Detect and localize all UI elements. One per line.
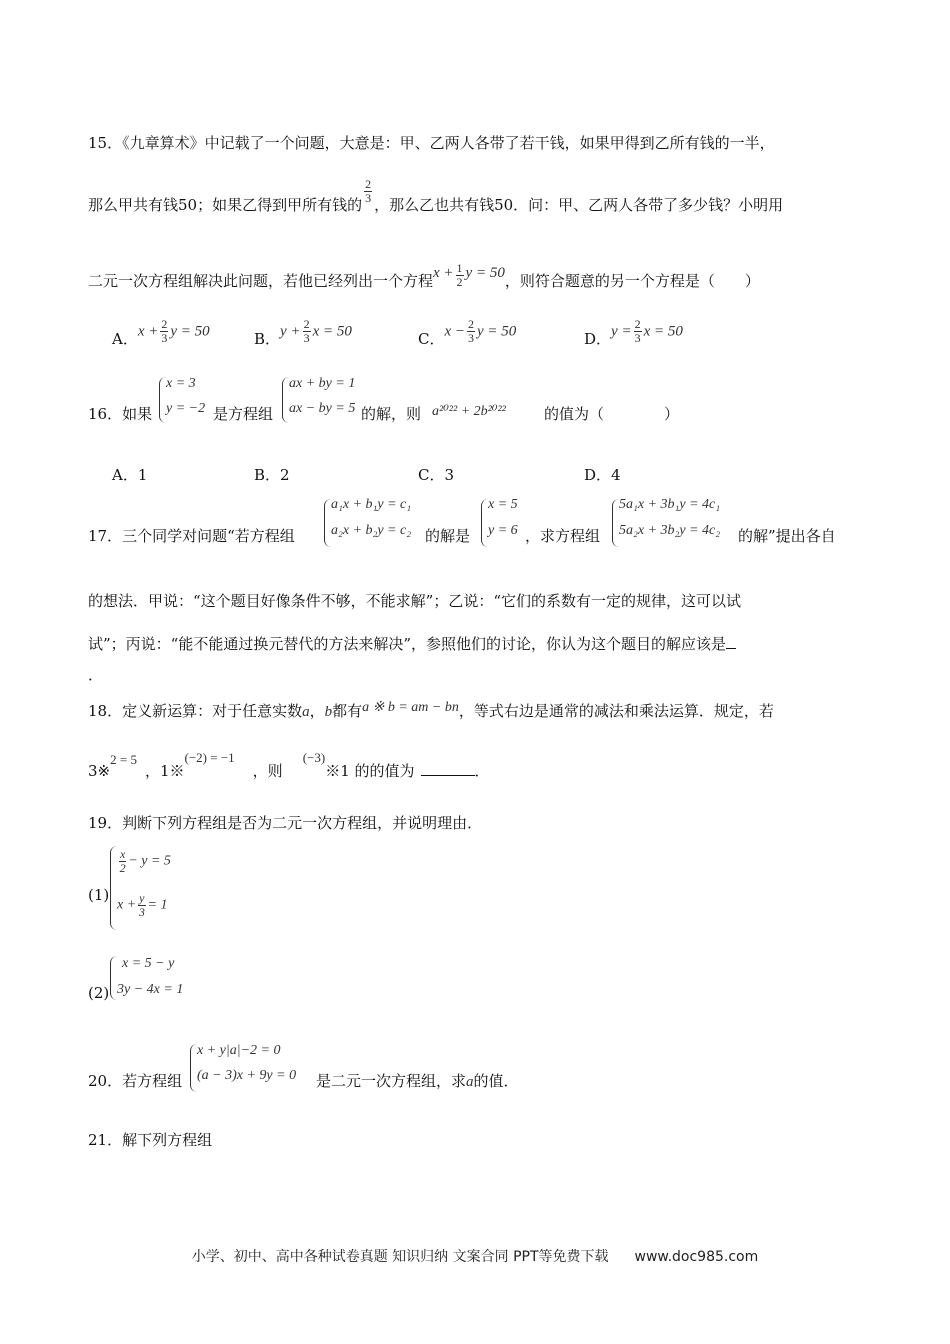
q15-eq-fraction: $\frac{1}{2}$: [456, 261, 463, 289]
q15-option-a[interactable]: A．x + $\frac{2}{3}$ y = 50: [112, 317, 210, 348]
q17-sys1-eq1: a₁x + b₁y = c₁: [331, 497, 412, 512]
q17-mid2: ，求方程组: [525, 527, 601, 545]
q19-part1-eq2: x + $\frac{y}{3}$ = 1: [117, 891, 168, 919]
q17-system2-brace: [612, 499, 619, 547]
q18-line1: 18．定义新运算：对于任意实数a，b都有a ※ b = am − bn，等式右边是通常的减法和乘法运算．规定，若: [88, 700, 774, 720]
q16-suffix1: 的解，则: [361, 405, 422, 423]
q17-answer-blank[interactable]: [726, 648, 736, 649]
q17-suffix: 的解”提出各自: [738, 527, 836, 545]
q16-option-c[interactable]: C．3: [418, 466, 455, 484]
q16-sys-eq2: ax − by = 5: [289, 401, 356, 416]
q16-mid: 是方程组: [213, 405, 274, 423]
q19-part2-eq1: x = 5 − y: [122, 956, 175, 971]
q15-line2: 那么甲共有钱50；如果乙得到甲所有钱的 $\frac{2}{3}$ ，那么乙也共有钱50．问：甲、乙两人各带了多少钱？小明用: [88, 177, 784, 214]
q17-line2: 的想法．甲说：“这个题目好像条件不够，不能求解”；乙说：“它们的系数有一定的规律，这可以试: [88, 592, 742, 610]
q15-line1: 15．《九章算术》中记载了一个问题，大意是：甲、乙两人各带了若干钱，如果甲得到乙所有钱的一半，: [88, 134, 775, 152]
q17-prefix: 17．三个同学对问题“若方程组: [88, 527, 295, 545]
q17-system1-brace: [324, 499, 331, 547]
q15-fraction: $\frac{2}{3}$: [365, 177, 372, 205]
q16-solution-brace: [159, 377, 166, 423]
q20-eq1: x + y|a|−2 = 0: [197, 1043, 281, 1058]
q17-sol-x: x = 5: [488, 497, 518, 512]
q15-option-b[interactable]: B．y + $\frac{2}{3}$ x = 50: [254, 317, 352, 348]
q16-system-brace: [282, 377, 289, 423]
q15-option-d[interactable]: D．y = $\frac{2}{3}$ x = 50: [584, 317, 683, 348]
q20-eq2: (a − 3)x + 9y = 0: [197, 1068, 297, 1083]
q17-mid1: 的解是: [425, 527, 471, 545]
q16-expression: a²⁰²² + 2b²⁰²²: [432, 404, 506, 419]
q17-sol-y: y = 6: [488, 523, 518, 538]
q19-part2-eq2: 3y − 4x = 1: [117, 982, 184, 997]
q21-title: 21．解下列方程组: [88, 1131, 213, 1149]
q16-sol-y: y = −2: [166, 401, 206, 416]
q17-sys2-eq2: 5a₂x + 3b₂y = 4c₂: [619, 523, 721, 538]
q17-sys1-eq2: a₂x + b₂y = c₂: [331, 523, 412, 538]
q16-prefix: 16．如果: [88, 405, 153, 423]
footer-site-link[interactable]: www.doc985.com: [634, 1249, 759, 1265]
q18-line2: 3※2 = 5，1※(−2) = −1，则(−3)※1 的的值为 ．: [88, 750, 490, 780]
q16-option-d[interactable]: D．4: [584, 466, 621, 484]
q19-part1-label: (1): [88, 886, 110, 904]
q19-part2-label: (2): [88, 984, 110, 1002]
q17-sys2-eq1: 5a₁x + 3b₁y = 4c₁: [619, 497, 721, 512]
q15-line3: 二元一次方程组解决此问题，若他已经列出一个方程x + $\frac{1}{2}$ y = 50，则符合题意的另一个方程是（ ）: [88, 261, 760, 290]
q15-option-c[interactable]: C．x − $\frac{2}{3}$ y = 50: [418, 317, 517, 348]
q16-sol-x: x = 3: [166, 376, 196, 391]
page-footer: [0, 1246, 950, 1266]
q19-part1-eq1: $\frac{x}{2}$ − y = 5: [119, 847, 171, 875]
q16-option-a[interactable]: A．1: [112, 466, 148, 484]
q16-option-b[interactable]: B．2: [254, 466, 290, 484]
q18-definition: a ※ b = am − bn: [362, 700, 459, 715]
q19-title: 19．判断下列方程组是否为二元一次方程组，并说明理由．: [88, 814, 483, 832]
q20-system-brace: [190, 1044, 197, 1092]
q17-line3: 试”；丙说：“能不能通过换元替代的方法来解决”，参照他们的讨论，你认为这个题目的解应该是: [88, 633, 736, 654]
footer-text: 小学、初中、高中各种试卷真题 知识归纳 文案合同 PPT等免费下载: [191, 1249, 609, 1265]
q16-sys-eq1: ax + by = 1: [289, 376, 356, 391]
q17-line4: ．: [88, 666, 104, 684]
q19-part2-brace: [110, 956, 117, 1000]
q17-solution-brace: [481, 499, 488, 547]
q20-suffix: 是二元一次方程组，求a的值．: [316, 1072, 519, 1090]
q16-suffix2: 的值为（ ）: [544, 405, 680, 423]
q19-part1-brace: [110, 846, 117, 930]
q18-answer-blank[interactable]: [421, 775, 475, 776]
q20-prefix: 20．若方程组: [88, 1072, 183, 1090]
